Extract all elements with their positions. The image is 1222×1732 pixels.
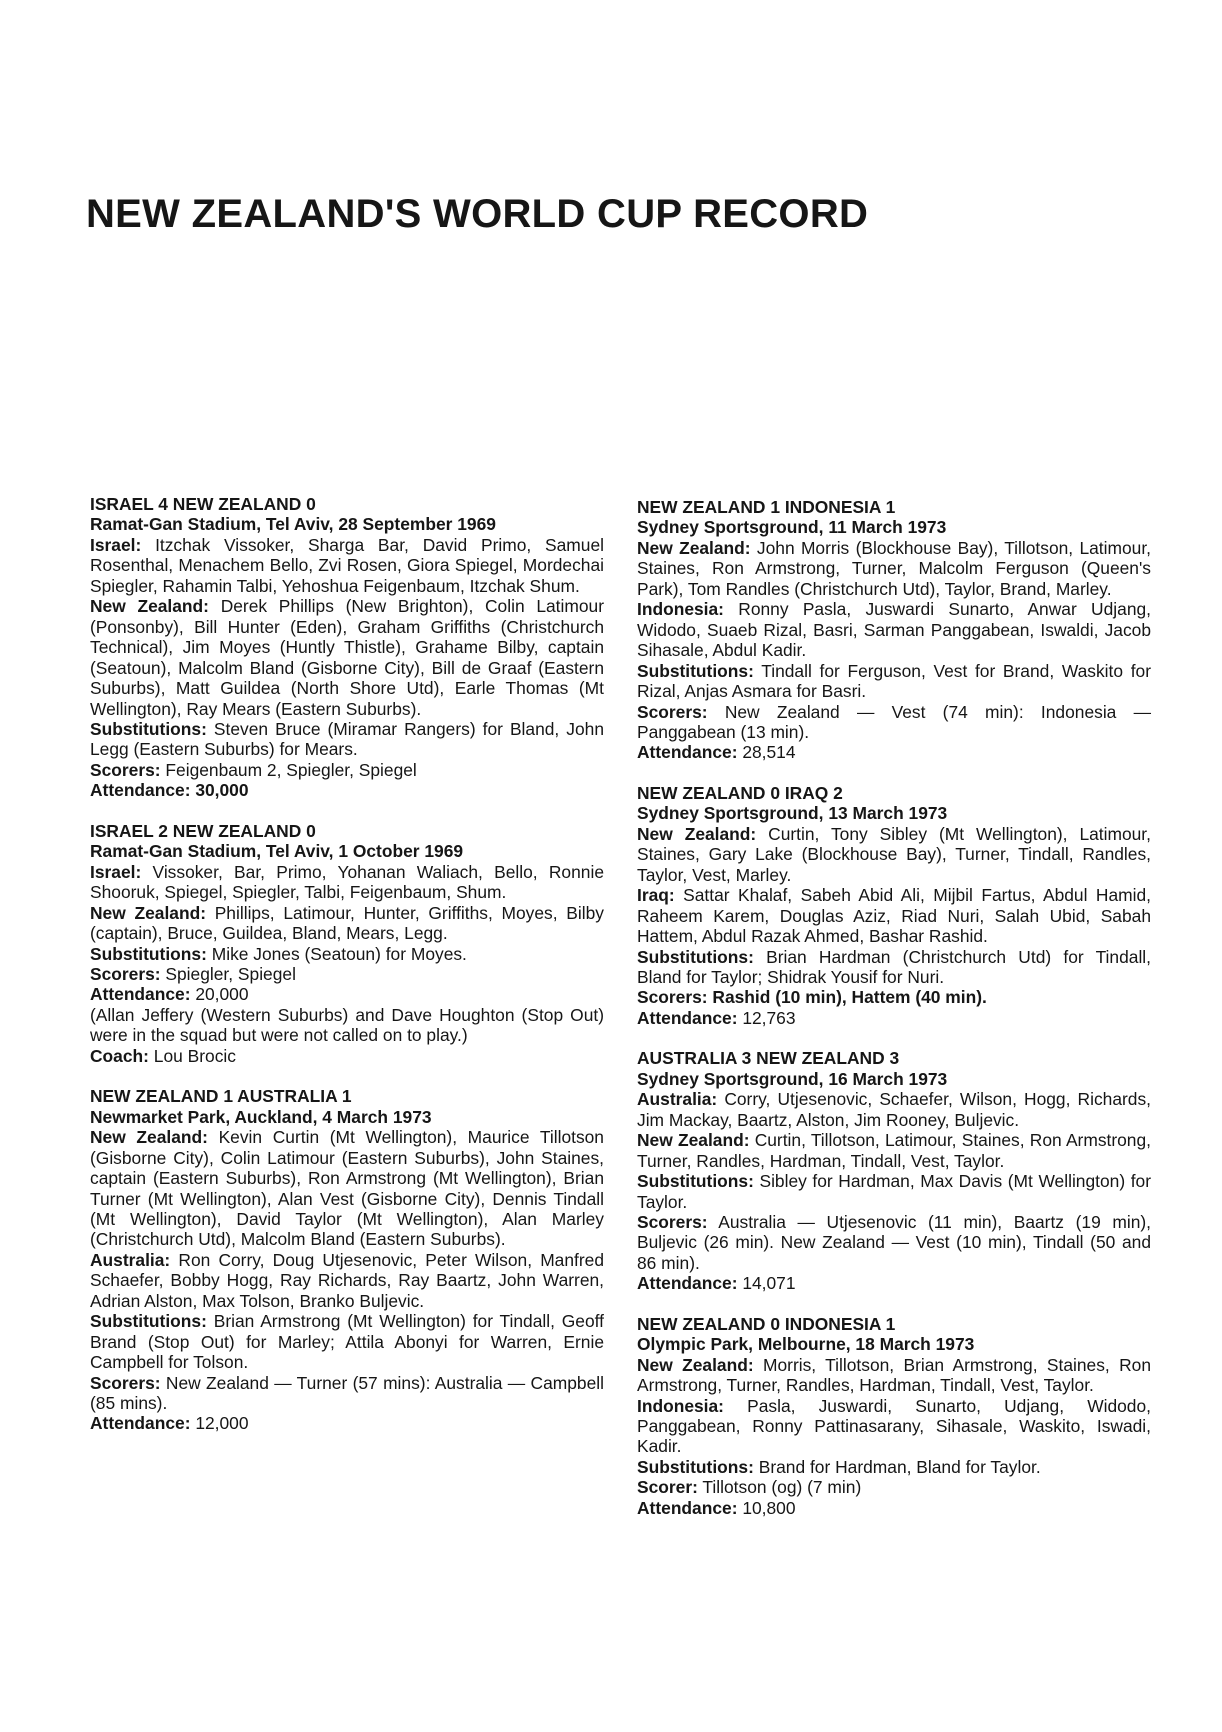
entry-text: Corry, Utjesenovic, Schaefer, Wilson, Hogg, Richards, Jim Mackay, Baartz, Alston, Jim Rooney, Buljevic. [637,1089,1151,1130]
match-entry [90,862,604,903]
match-block [90,821,604,1066]
entry-text: Feigenbaum 2, Spiegler, Spiegel [160,759,417,780]
entry-label: Substitutions: [90,718,207,739]
match-venue: Ramat-Gan Stadium, Tel Aviv, 1 October 1969 [90,841,464,862]
match-entry [90,944,604,964]
match-title: NEW ZEALAND 1 INDONESIA 1 [637,497,896,517]
match-entry [637,1396,1151,1457]
match-entry [90,596,604,719]
entry-text: Sibley for Hardman, Max Davis (Mt Wellington) for Taylor. [637,1171,1151,1212]
match-entry [637,742,1151,762]
match-entry [637,1212,1151,1273]
entry-label: New Zealand: [637,1130,750,1151]
entry-text: New Zealand — Turner (57 mins): Australia — Campbell (85 mins). [90,1372,604,1414]
match-block [637,1048,1151,1293]
entry-label: New Zealand: [637,1354,754,1375]
match-entry [637,1008,1151,1028]
entry-text: 20,000 [190,984,249,1005]
entry-label: Scorers: [637,701,708,722]
match-block [637,1314,1151,1519]
entry-label: New Zealand: [637,823,757,844]
entry-label: New Zealand: [637,537,751,558]
match-entry [90,964,604,984]
match-entry [90,1311,604,1372]
entry-label: Indonesia: [637,599,724,620]
match-block [637,783,1151,1028]
entry-label: Australia: [637,1089,718,1110]
entry-label: Iraq: [637,885,675,906]
entry-label: Scorer: [637,1477,698,1498]
entry-label: Substitutions: [637,1456,754,1477]
left-column [90,494,604,1454]
match-entry [90,1046,604,1066]
entry-label: Attendance: [90,780,191,801]
match-entry [90,719,604,760]
match-title: ISRAEL 4 NEW ZEALAND 0 [90,494,316,514]
match-venue: Sydney Sportsground, 11 March 1973 [637,517,947,538]
match-entry [637,599,1151,660]
entry-text: (Allan Jeffery (Western Suburbs) and Dave Houghton (Stop Out) were in the squad but were not called on to play.) [90,1004,604,1046]
match-entry [637,1477,1151,1497]
entry-text: Ron Corry, Doug Utjesenovic, Peter Wilson, Manfred Schaefer, Bobby Hogg, Ray Richards, Ray Baartz, John Warren, Adrian Alston, Max Tolson, Branko Buljevic. [90,1249,604,1311]
match-entry [90,984,604,1004]
match-title: NEW ZEALAND 1 AUSTRALIA 1 [90,1086,352,1107]
entry-text: Derek Phillips (New Brighton), Colin Latimour (Ponsonby), Bill Hunter (Eden), Graham Griffiths (Christchurch Technical), Jim Moyes (Huntly Thistle), Grahame Bilby, captain (Seatoun), Malcolm Bland (Gisborne City), Bill de Graaf (Eastern Suburbs), Matt Guildea (North Shore Utd), Earle Thomas (Mt Wellington), Ray Mears (Eastern Suburbs). [90,596,604,719]
entry-text: Curtin, Tony Sibley (Mt Wellington), Latimour, Staines, Gary Lake (Blockhouse Bay), Turner, Tindall, Randles, Taylor, Vest, Marley. [637,823,1151,885]
match-entry [90,1127,604,1250]
entry-text: Lou Brocic [148,1045,236,1066]
entry-text: Pasla, Juswardi, Sunarto, Udjang, Widodo, Panggabean, Ronny Pattinasarany, Sihasale, Waskito, Iswadi, Kadir. [637,1395,1151,1457]
entry-text: John Morris (Blockhouse Bay), Tillotson, Latimour, Staines, Ron Armstrong, Turner, Malcolm Ferguson (Queen's Park), Tom Randles (Christchurch Utd), Taylor, Brand, Marley. [637,537,1151,599]
entry-text: Morris, Tillotson, Brian Armstrong, Staines, Ron Armstrong, Turner, Randles, Hardman, Tindall, Vest, Taylor. [637,1354,1151,1396]
entry-label: Attendance: [637,742,738,763]
match-title: ISRAEL 2 NEW ZEALAND 0 [90,820,316,841]
entry-label: Substitutions: [637,1171,754,1192]
match-block [90,1086,604,1434]
match-venue: Sydney Sportsground, 16 March 1973 [637,1068,948,1089]
entry-label: Attendance: [637,1273,738,1294]
entry-label: Israel: [90,534,142,555]
entry-label: New Zealand: [90,902,206,923]
match-entry [637,1171,1151,1212]
entry-label: Attendance: [90,984,191,1005]
entry-label: Attendance: [90,1413,191,1434]
entry-text: Steven Bruce (Miramar Rangers) for Bland, John Legg (Eastern Suburbs) for Mears. [90,718,604,760]
match-entry [637,1130,1151,1171]
match-venue: Olympic Park, Melbourne, 18 March 1973 [637,1334,975,1355]
match-block [637,497,1151,763]
match-entry [90,903,604,944]
entry-label: Indonesia: [637,1395,724,1416]
match-title: AUSTRALIA 3 NEW ZEALAND 3 [637,1048,900,1069]
entry-text: Vissoker, Bar, Primo, Yohanan Waliach, Bello, Ronnie Shooruk, Spiegel, Spiegler, Talbi, Feigenbaum, Shum. [90,861,604,903]
match-venue: Sydney Sportsground, 13 March 1973 [637,803,948,824]
entry-text: 30,000 [190,780,249,801]
match-venue: Newmarket Park, Auckland, 4 March 1973 [90,1106,432,1127]
entry-label: Scorers: [637,1211,708,1232]
entry-label: Substitutions: [637,660,754,681]
entry-text: Tillotson (og) (7 min) [697,1477,862,1498]
entry-label: Scorers: [637,987,708,1008]
match-entry [637,824,1151,885]
entry-text: Itzchak Vissoker, Sharga Bar, David Primo, Samuel Rosenthal, Menachem Bello, Zvi Rosen, Giora Spiegel, Mordechai Spiegler, Rahamin Talbi, Yehoshua Feigenbaum, Itzchak Shum. [90,534,604,596]
match-entry [637,538,1151,599]
match-entry [637,1355,1151,1396]
entry-text: Sattar Khalaf, Sabeh Abid Ali, Mijbil Fartus, Abdul Hamid, Raheem Karem, Douglas Aziz, Riad Nuri, Salah Ubid, Sabah Hattem, Abdul Razak Ahmed, Bashar Rashid. [637,885,1151,947]
match-title: NEW ZEALAND 0 IRAQ 2 [637,782,843,803]
match-entry [90,535,604,596]
entry-text: 14,071 [737,1273,796,1294]
entry-text: 28,514 [737,742,796,763]
entry-label: Substitutions: [90,943,207,964]
match-entry [637,1457,1151,1477]
entry-text: Phillips, Latimour, Hunter, Griffiths, Moyes, Bilby (captain), Bruce, Guildea, Bland, Mears, Legg. [90,902,604,944]
entry-text: Mike Jones (Seatoun) for Moyes. [206,943,467,964]
entry-label: New Zealand: [90,1127,208,1148]
match-entry [90,760,604,780]
entry-text: 12,000 [190,1413,249,1434]
entry-text: Kevin Curtin (Mt Wellington), Maurice Tillotson (Gisborne City), Colin Latimour (Eastern Suburbs), John Staines, captain (Eastern Suburbs), Ron Armstrong (Mt Wellington), Brian Turner (Mt Wellington), Alan Vest (Gisborne City), Dennis Tindall (Mt Wellington), David Taylor (Mt Wellington), Alan Marley (Christchurch Utd), Malcolm Bland (Eastern Suburbs). [90,1127,604,1250]
entry-text: Spiegler, Spiegel [160,963,296,984]
entry-text: Brian Armstrong (Mt Wellington) for Tindall, Geoff Brand (Stop Out) for Marley; Attila Abonyi for Warren, Ernie Campbell for Tolson. [90,1311,604,1373]
match-entry [637,947,1151,988]
entry-label: Coach: [90,1045,149,1066]
match-entry [637,1089,1151,1130]
entry-label: Attendance: [637,1007,738,1028]
match-entry [90,1250,604,1311]
match-title: NEW ZEALAND 0 INDONESIA 1 [637,1313,896,1334]
entry-label: Attendance: [637,1497,738,1518]
match-entry [637,702,1151,743]
entry-label: Australia: [90,1249,171,1270]
match-entry [90,1005,604,1046]
entry-text: Australia — Utjesenovic (11 min), Baartz (19 min), Buljevic (26 min). New Zealand — Vest (10 min), Tindall (50 and 86 min). [637,1211,1151,1273]
match-entry [637,661,1151,702]
entry-text: Rashid (10 min), Hattem (40 min). [707,987,987,1008]
entry-text: 12,763 [737,1007,796,1028]
entry-text: Brian Hardman (Christchurch Utd) for Tindall, Bland for Taylor; Shidrak Yousif for Nuri. [637,946,1151,987]
entry-text: Curtin, Tillotson, Latimour, Staines, Ron Armstrong, Turner, Randles, Hardman, Tindall, Vest, Taylor. [637,1130,1151,1171]
entry-label: Israel: [90,861,142,882]
entry-label: Scorers: [90,1372,161,1393]
match-entry [90,780,604,800]
match-block [90,494,604,801]
match-entry [90,1413,604,1433]
entry-text: Brand for Hardman, Bland for Taylor. [753,1456,1041,1477]
entry-text: 10,800 [737,1497,796,1518]
entry-label: Substitutions: [90,1311,207,1332]
entry-text: Ronny Pasla, Juswardi Sunarto, Anwar Udjang, Widodo, Suaeb Rizal, Basri, Sarman Panggabean, Iswaldi, Jacob Sihasale, Abdul Kadir. [637,599,1151,661]
entry-label: New Zealand: [90,596,209,617]
entry-label: Scorers: [90,963,161,984]
entry-text: New Zealand — Vest (74 min): Indonesia — Panggabean (13 min). [637,701,1151,742]
right-column [637,497,1151,1538]
page-title: NEW ZEALAND'S WORLD CUP RECORD [86,192,869,236]
match-entry [90,1373,604,1414]
match-entry [637,987,1151,1007]
entry-label: Scorers: [90,759,161,780]
entry-text: Tindall for Ferguson, Vest for Brand, Waskito for Rizal, Anjas Asmara for Basri. [637,660,1151,702]
entry-label: Substitutions: [637,946,754,967]
match-entry [637,885,1151,946]
match-entry [637,1273,1151,1293]
match-venue: Ramat-Gan Stadium, Tel Aviv, 28 September 1969 [90,514,496,535]
match-entry [637,1498,1151,1518]
